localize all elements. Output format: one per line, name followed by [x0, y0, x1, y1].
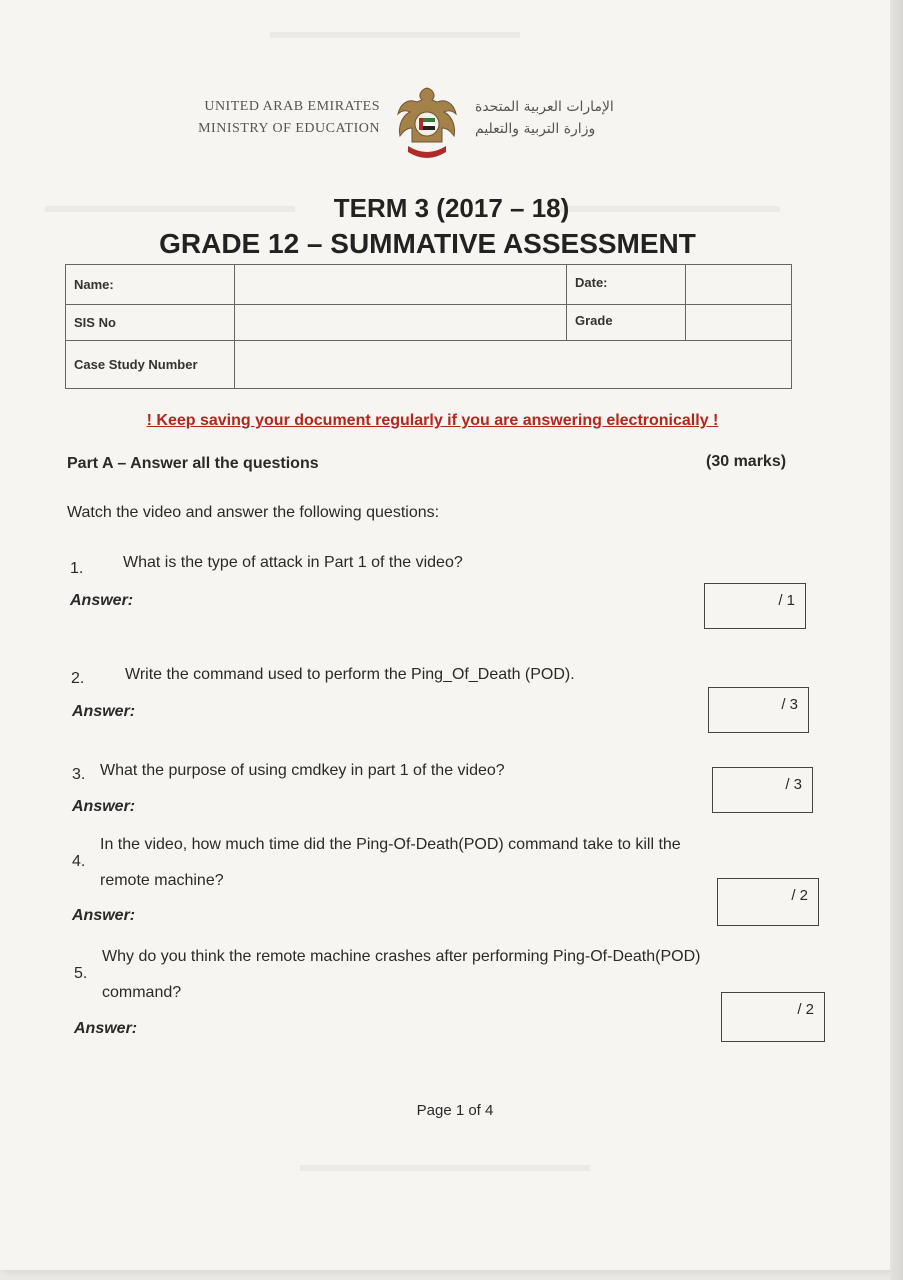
- question-4-answer-label: Answer:: [72, 907, 136, 924]
- date-label: Date:: [567, 265, 686, 305]
- question-5-text-line2: command?: [102, 984, 182, 1001]
- question-5-answer-label: Answer:: [74, 1020, 138, 1037]
- question-2-mark-box[interactable]: [708, 687, 809, 733]
- question-3-mark-box[interactable]: [712, 767, 813, 813]
- grade-field[interactable]: [686, 305, 792, 341]
- ministry-ar: وزارة التربية والتعليم: [475, 121, 596, 137]
- watermark-strip: [300, 1165, 590, 1171]
- uae-emblem-icon: [392, 80, 462, 170]
- assessment-title: GRADE 12 – SUMMATIVE ASSESSMENT: [159, 228, 696, 259]
- question-5-mark: / 2: [797, 1001, 814, 1018]
- question-5-mark-box[interactable]: [721, 992, 825, 1042]
- question-1-number: 1.: [70, 560, 84, 577]
- name-label: Name:: [66, 265, 235, 305]
- country-ar: الإمارات العربية المتحدة: [475, 99, 614, 115]
- question-2-mark: / 3: [781, 696, 798, 713]
- question-3-number: 3.: [72, 766, 86, 783]
- question-5-number: 5.: [74, 965, 88, 982]
- header-english: [180, 96, 380, 140]
- question-3-text: What the purpose of using cmdkey in part 1 of the video?: [100, 762, 505, 779]
- question-2-number: 2.: [71, 670, 85, 687]
- question-4-text-line2: remote machine?: [100, 872, 224, 889]
- student-info-table: [65, 264, 792, 389]
- question-1-mark-box[interactable]: [704, 583, 806, 629]
- paper-edge: [890, 0, 903, 1280]
- sis-field[interactable]: [235, 305, 567, 341]
- question-4-mark: / 2: [791, 887, 808, 904]
- save-warning: ! Keep saving your document regularly if you are answering electronically !: [146, 412, 719, 429]
- country-en: UNITED ARAB EMIRATES: [204, 99, 380, 114]
- sis-label: SIS No: [66, 305, 235, 341]
- page-number: Page 1 of 4: [416, 1102, 494, 1119]
- header-arabic: [475, 96, 675, 140]
- question-1-text: What is the type of attack in Part 1 of the video?: [123, 554, 463, 571]
- question-4-text-line1: In the video, how much time did the Ping-Of-Death(POD) command take to kill the: [100, 836, 681, 853]
- grade-label: Grade: [567, 305, 686, 341]
- name-field[interactable]: [235, 265, 567, 305]
- case-study-field[interactable]: [235, 341, 792, 389]
- question-2-text: Write the command used to perform the Ping_Of_Death (POD).: [125, 666, 575, 683]
- question-5-text-line1: Why do you think the remote machine crashes after performing Ping-Of-Death(POD): [102, 948, 701, 965]
- question-1-mark: / 1: [778, 592, 795, 609]
- ministry-en: MINISTRY OF EDUCATION: [198, 121, 380, 136]
- question-4-mark-box[interactable]: [717, 878, 819, 926]
- question-3-answer-label: Answer:: [72, 798, 136, 815]
- part-a-intro: Watch the video and answer the following questions:: [67, 504, 440, 521]
- question-1-answer-label: Answer:: [70, 592, 134, 609]
- term-title: TERM 3 (2017 – 18): [333, 193, 570, 223]
- question-4-number: 4.: [72, 853, 86, 870]
- question-2-answer-label: Answer:: [72, 703, 136, 720]
- case-study-label: Case Study Number: [66, 341, 235, 389]
- part-a-heading: Part A – Answer all the questions: [67, 455, 319, 472]
- question-3-mark: / 3: [785, 776, 802, 793]
- part-a-marks: (30 marks): [706, 453, 787, 470]
- date-field[interactable]: [686, 265, 792, 305]
- watermark-strip: [270, 32, 520, 38]
